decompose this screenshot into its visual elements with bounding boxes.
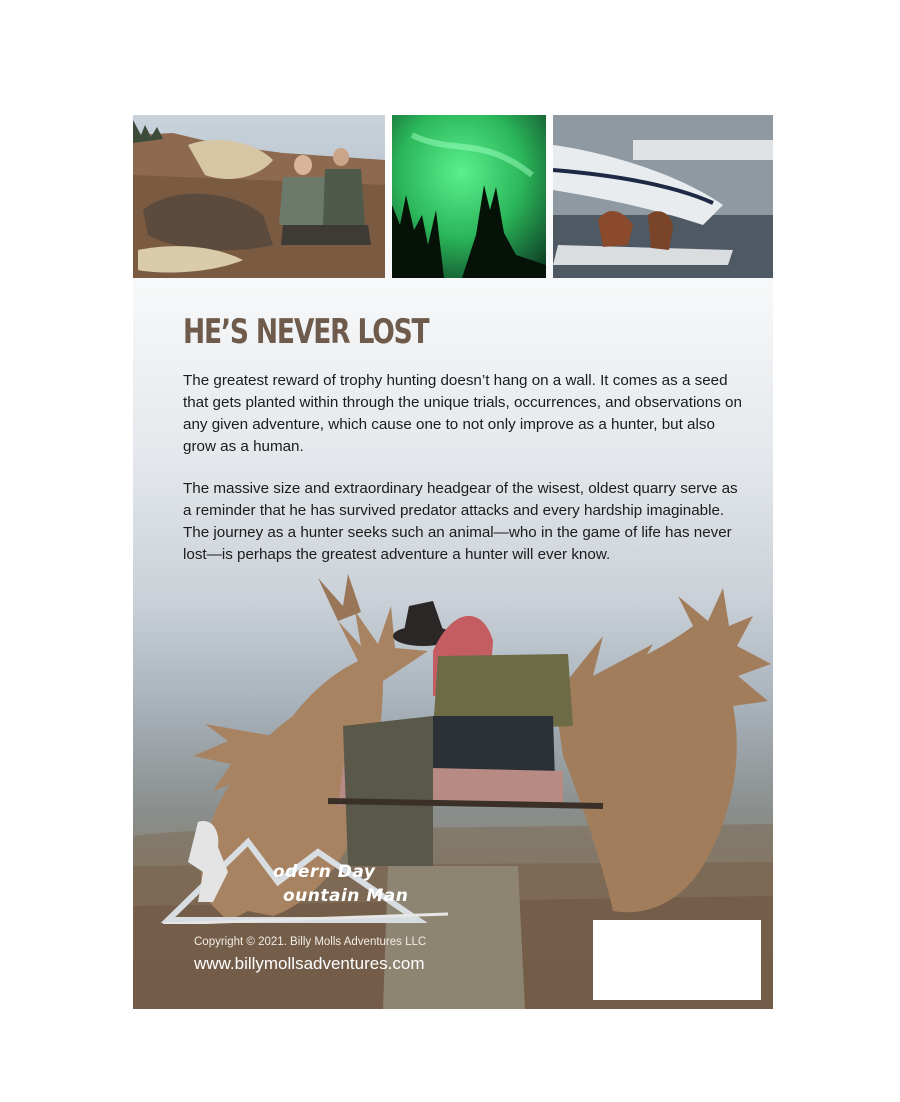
- mountain-man-logo: [158, 812, 458, 924]
- book-back-cover: [133, 104, 773, 1009]
- logo-text-line2: ountain Man: [283, 886, 409, 906]
- northern-lights-photo: [392, 115, 546, 278]
- moose-hunters-photo: [133, 115, 385, 278]
- logo-text-line1: odern Day: [273, 862, 376, 882]
- body-paragraph-2: The massive size and extraordinary headgear of the wisest, oldest quarry serve as a reminder that he has survived predator attacks and every hardship imaginable. The journey as a hunter seeks such an animal—who in the game of life has never lost—is perhaps the greatest adventure a hunter will ever know.: [183, 480, 738, 563]
- body-paragraph-1: The greatest reward of trophy hunting doesn’t hang on a wall. It comes as a seed that gets planted within through the unique trials, occurrences, and observations on any given adventure, which cause one to not only improve as a hunter, but also grow as a human.: [183, 372, 742, 455]
- copyright-text: Copyright © 2021. Billy Molls Adventures LLC: [194, 936, 427, 948]
- headline: HE’S NEVER LOST: [183, 312, 429, 352]
- floatplane-photo: [553, 115, 773, 278]
- website-link[interactable]: www.billymollsadventures.com: [194, 954, 425, 973]
- barcode-placeholder: [593, 920, 761, 1000]
